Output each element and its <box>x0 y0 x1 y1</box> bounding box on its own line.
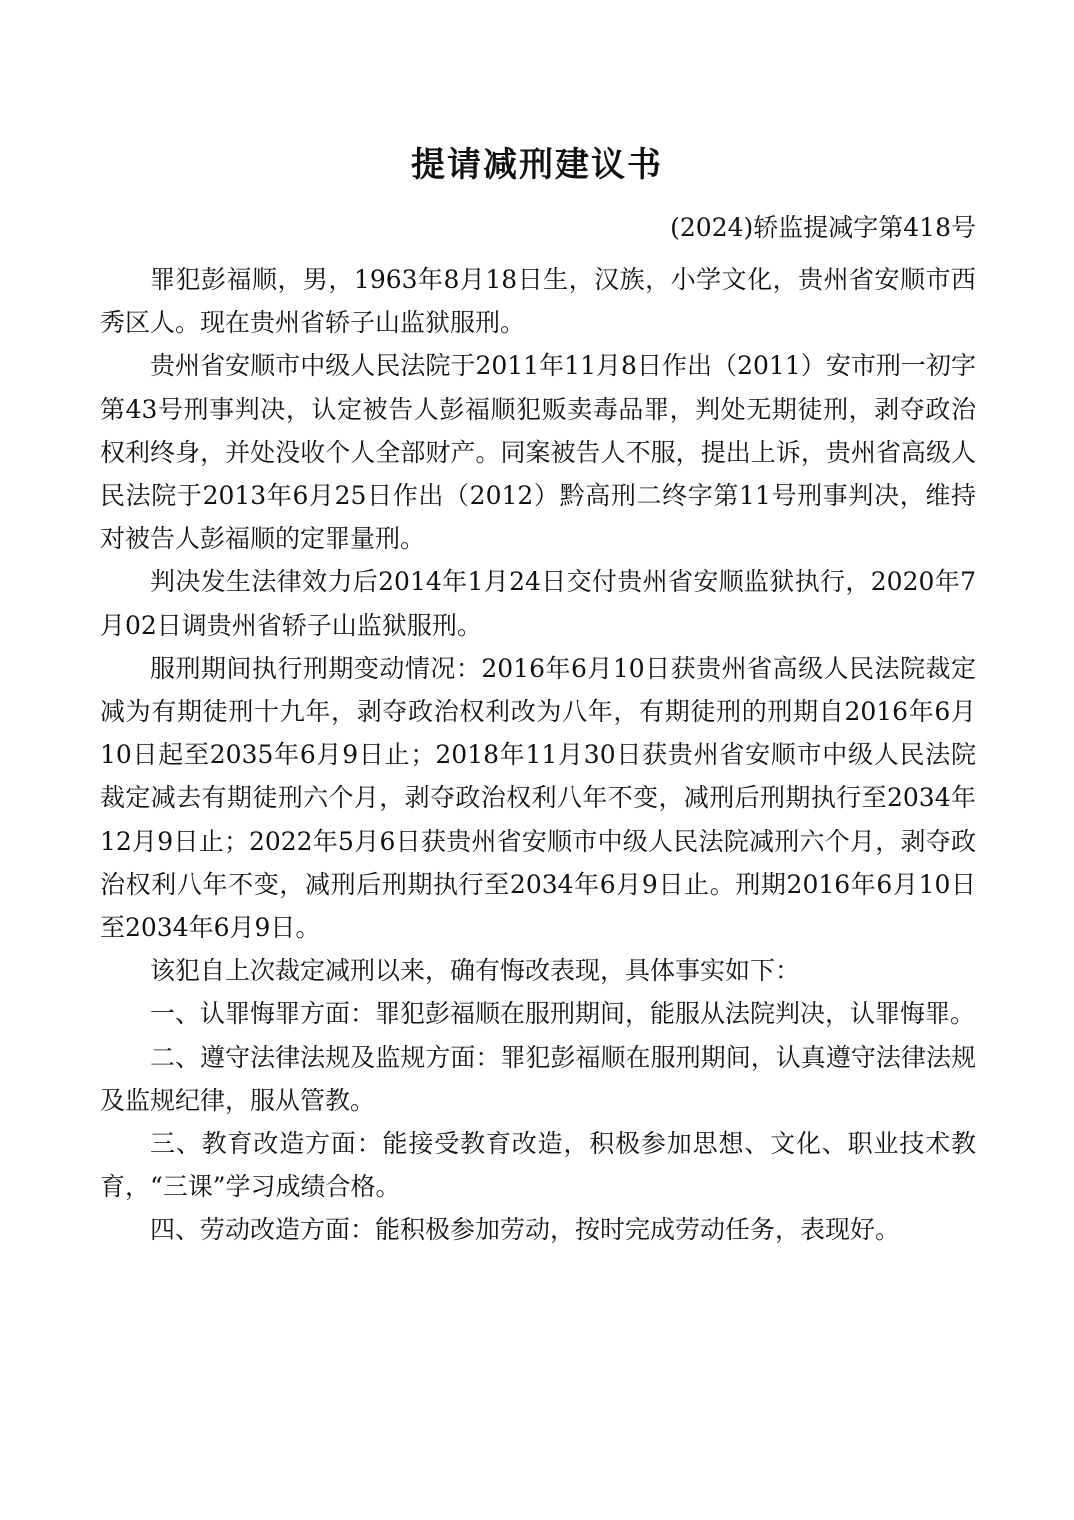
paragraph-admit-guilt: 一、认罪悔罪方面：罪犯彭福顺在服刑期间，能服从法院判决，认罪悔罪。 <box>150 999 976 1029</box>
paragraph-repentance-intro: 该犯自上次裁定减刑以来，确有悔改表现，具体事实如下： <box>150 956 801 986</box>
paragraph-obey-rules: 二、遵守法律法规及监规方面：罪犯彭福顺在服刑期间，认真遵守法律法规及监规纪律，服从管教。 <box>100 1042 976 1115</box>
paragraph-education: 三、教育改造方面：能接受教育改造，积极参加思想、文化、职业技术教育，“三课”学习成绩合格。 <box>100 1129 976 1202</box>
document-number: (2024)轿监提减字第418号 <box>670 213 976 242</box>
document-title: 提请减刑建议书 <box>411 145 663 185</box>
paragraph-personal-info: 罪犯彭福顺，男，1963年8月18日生，汉族，小学文化，贵州省安顺市西秀区人。现在贵州省轿子山监狱服刑。 <box>100 265 976 338</box>
paragraph-labor: 四、劳动改造方面：能积极参加劳动，按时完成劳动任务，表现好。 <box>150 1215 901 1245</box>
paragraph-original-judgment: 贵州省安顺市中级人民法院于2011年11月8日作出（2011）安市刑一初字第43号刑事判决，认定被告人彭福顺犯贩卖毒品罪，判处无期徒刑，剥夺政治权利终身，并处没收个人全部财产。同案被告人不服，提出上诉，贵州省高级人民法院于2013年6月25日作出（2012）黔高刑二终字第11号刑事判决，维持对被告人彭福顺的定罪量刑。 <box>100 351 976 554</box>
paragraph-execution: 判决发生法律效力后2014年1月24日交付贵州省安顺监狱执行，2020年7月02日调贵州省轿子山监狱服刑。 <box>100 567 976 640</box>
document-body <box>100 258 976 1252</box>
paragraph-sentence-changes: 服刑期间执行刑期变动情况：2016年6月10日获贵州省高级人民法院裁定减为有期徒刑十九年，剥夺政治权利改为八年，有期徒刑的刑期自2016年6月10日起至2035年6月9日止；2018年11月30日获贵州省安顺市中级人民法院裁定减去有期徒刑六个月，剥夺政治权利八年不变，减刑后刑期执行至2034年12月9日止；2022年5月6日获贵州省安顺市中级人民法院减刑六个月，剥夺政治权利八年不变，减刑后刑期执行至2034年6月9日止。刑期2016年6月10日至2034年6月9日。 <box>100 653 976 943</box>
